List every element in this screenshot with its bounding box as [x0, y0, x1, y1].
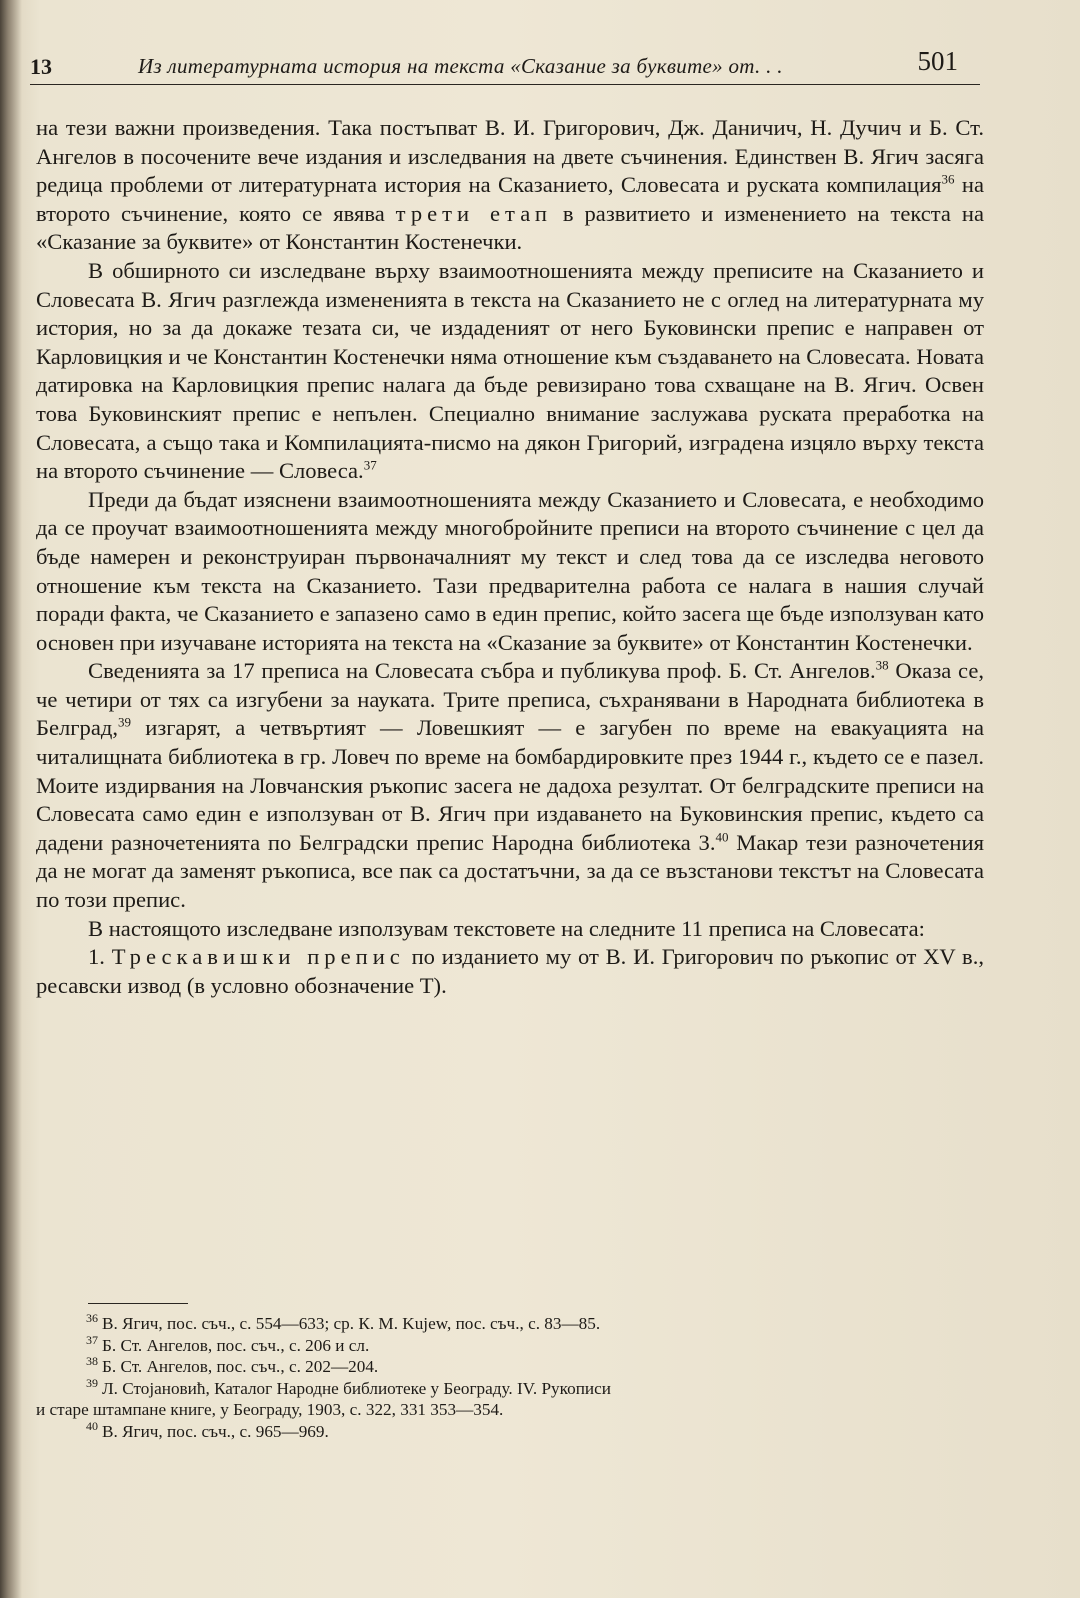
- footnote-number: 39: [86, 1375, 98, 1390]
- footnote-number: 36: [86, 1311, 98, 1326]
- footnote-text: Б. Ст. Ангелов, пос. съч., с. 206 и сл.: [102, 1335, 370, 1355]
- footnote-continuation: [36, 1399, 984, 1421]
- footnote-number: 38: [86, 1354, 98, 1369]
- footnote-ref: 40: [715, 829, 729, 845]
- paragraph: [36, 943, 984, 1000]
- text-run: изгарят, а четвъртият — Ловешкият — е загубен по време на евакуацията на читалищната библиотека в гр. Ловеч по време на бомбардировките през 1944 г., където се е пазел. Моите издирвания на Ловчанския ръкопис засега не дадоха резултат. От белградските преписи на Словесата само един е използуван от В. Ягич при издаването на Буковинския препис, където са дадени разночетенията по Белградски препис Народна библиотека 3.: [36, 715, 984, 855]
- footnote-text: В. Ягич, пос. съч., с. 554—633; ср. К. М. Kujew, пос. съч., с. 83—85.: [102, 1314, 601, 1333]
- footnote-number: 40: [86, 1418, 98, 1433]
- paragraph: [36, 114, 984, 257]
- text-run: на тези важни произведения. Така постъпват В. И. Григорович, Дж. Даничич, Н. Дучич и Б. Ст. Ангелов в посочените вече издания и изследвания на двете съчинения. Единствен В. Ягич засяга редица проблеми от литературната история на Сказанието, Словесата и руската компилация: [36, 115, 984, 198]
- footnote-ref: 36: [941, 171, 955, 187]
- text-run: Сведенията за 17 преписа на Словесата събра и публикува проф. Б. Ст. Ангелов.: [88, 658, 876, 684]
- spaced-emphasis: Трескавишки препис: [111, 944, 405, 970]
- paragraph: [36, 915, 984, 944]
- text-run: Макар тези разночетения да не могат да заменят ръкописа, все пак са достатъчни, за да се възстанови текстът на Словесата по този препис.: [36, 829, 985, 913]
- footnote-ref: 37: [363, 457, 377, 473]
- footnote: [36, 1375, 984, 1400]
- section-number: 13: [30, 54, 52, 79]
- text-run: Оказа се, че четири от тях са изгубени за науката. Трите преписа, съхранявани в Народната библиотека в Белград,: [36, 658, 984, 741]
- paragraph: [36, 486, 984, 658]
- binding-shadow: [0, 0, 22, 1598]
- page-number: 501: [917, 46, 958, 76]
- text-run: по изданието му от В. И. Григорович по ръкопис от XV в., ресавски извод (в условно обозначение Т).: [36, 944, 985, 998]
- footnote: [36, 1332, 984, 1357]
- footnote-ref: 38: [875, 657, 889, 673]
- footnote: [36, 1418, 984, 1443]
- footnote-text: В. Ягич, пос. съч., с. 965—969.: [102, 1421, 329, 1441]
- text-run: Преди да бъдат изяснени взаимоотношенията между Сказанието и Словесата, е необходимо да се проучат взаимоотношенията между многобройните преписи на второто съчинение с цел да бъде намерен и реконструиран първоначалният му текст и след това да се изследва неговото отношение към текста на Сказанието. Тази предварителна работа се налага в нашия случай поради факта, че Сказанието е запазено само в един препис, който засега ще бъде използуван като основен при изучаване историята на текста на «Сказание за буквите» от Константин Костенечки.: [36, 486, 984, 655]
- body-text: [36, 114, 984, 1000]
- text-run: в развитието и изменението на текста на «Сказание за буквите» от Константин Костенечки.: [36, 200, 984, 255]
- text-run: на второто съчинение, която се явява: [36, 172, 984, 226]
- footnote-number: 37: [86, 1332, 98, 1347]
- footnote: [36, 1313, 984, 1335]
- footnote-ref: 39: [118, 714, 132, 730]
- text-run: В настоящото изследване използувам текстовете на следните 11 преписа на Словесата:: [88, 915, 925, 941]
- footnote-text: и старе штампане книге, у Београду, 1903, с. 322, 331 353—354.: [36, 1400, 504, 1419]
- footnotes: [36, 1313, 984, 1442]
- text-run: В обширното си изследване върху взаимоотношенията между преписите на Сказанието и Словесата В. Ягич разглежда измененията в текста на Сказанието не с оглед на литературната му история, но за да докаже тезата си, че издаденият от него Буковински препис е направен от Карловицкия и че Константин Костенечки няма отношение към създаването на Словесата. Новата датировка на Карловицкия препис налага да бъде ревизирано това схващане на В. Ягич. Освен това Буковинският препис е непълен. Специално внимание заслужава руската преработка на Словесата, а също така и Компилацията-писмо на дякон Григорий, изградена изцяло върху текста на второто съчинение — Словеса.: [36, 257, 984, 484]
- paragraph: [36, 657, 984, 914]
- footnote: [36, 1356, 984, 1378]
- paragraph: [36, 257, 984, 486]
- text-run: 1.: [88, 944, 112, 970]
- running-header: [30, 44, 980, 85]
- footnote-text: Л. Стојановић, Каталог Народне библиотеке у Београду. IV. Рукописи: [102, 1378, 611, 1398]
- footnote-rule: [88, 1303, 188, 1304]
- running-title: Из литературната история на текста «Сказание за буквите» от. . .: [138, 54, 783, 78]
- spaced-emphasis: трети етап: [395, 200, 553, 226]
- footnote-text: Б. Ст. Ангелов, пос. съч., с. 202—204.: [102, 1357, 379, 1376]
